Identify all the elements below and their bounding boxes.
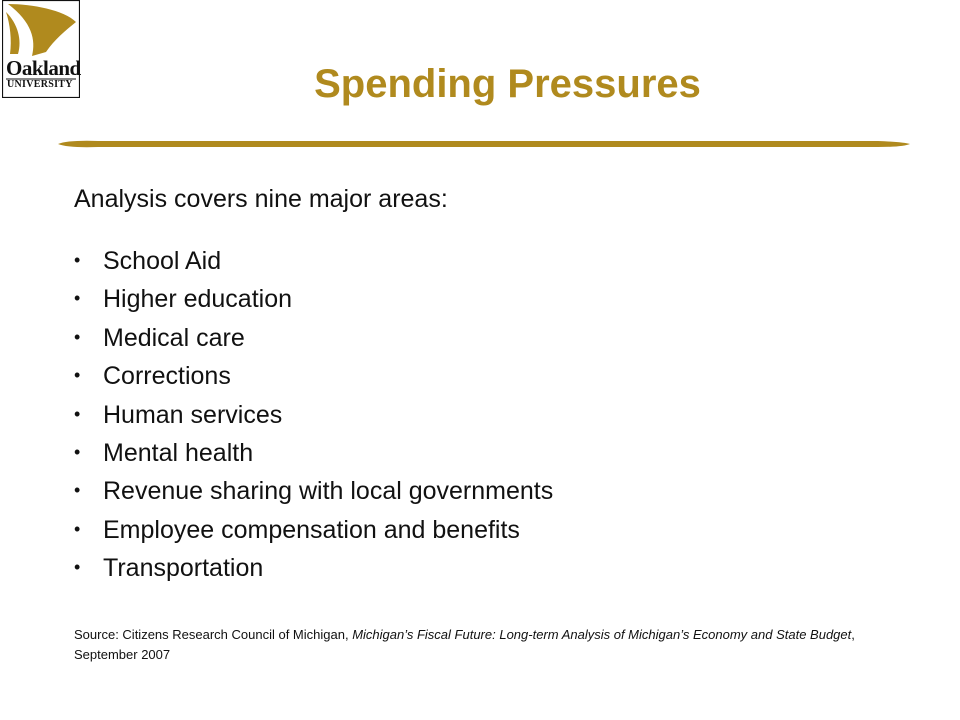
source-publication: Michigan’s Fiscal Future: Long-term Analysis of Michigan’s Economy and State Budget xyxy=(352,627,852,642)
source-suffix: , September 2007 xyxy=(74,627,855,662)
list-item-text: Medical care xyxy=(103,323,245,352)
list-item-text: Employee compensation and benefits xyxy=(103,515,520,544)
logo-name: Oakland xyxy=(6,56,81,80)
list-item xyxy=(74,554,553,592)
logo-subtitle: UNIVERSITY xyxy=(7,79,73,90)
bullet-list xyxy=(74,247,553,593)
list-item-text: Transportation xyxy=(103,554,264,583)
list-item-text: Mental health xyxy=(103,438,254,467)
bullet-icon: • xyxy=(74,365,81,386)
list-item-text: Revenue sharing with local governments xyxy=(103,477,554,506)
source-prefix: Source: Citizens Research Council of Michigan, xyxy=(74,627,353,642)
bullet-icon: • xyxy=(74,557,81,578)
list-item xyxy=(74,439,553,477)
list-item xyxy=(74,285,553,323)
list-item xyxy=(74,477,553,515)
title-underline xyxy=(58,139,910,149)
list-item xyxy=(74,247,553,285)
slide-title: Spending Pressures xyxy=(314,62,701,106)
bullet-icon: • xyxy=(74,326,81,347)
list-item xyxy=(74,362,553,400)
list-item-text: Human services xyxy=(103,400,283,429)
bullet-icon: • xyxy=(74,441,81,462)
bullet-icon: • xyxy=(74,518,81,539)
list-item xyxy=(74,324,553,362)
list-item-text: Higher education xyxy=(103,285,293,314)
list-item-text: Corrections xyxy=(103,362,231,391)
bullet-icon: • xyxy=(74,288,81,309)
list-item xyxy=(74,516,553,554)
intro-text: Analysis covers nine major areas: xyxy=(74,185,448,213)
bullet-icon: • xyxy=(74,250,81,270)
list-item xyxy=(74,401,553,439)
source-citation xyxy=(74,625,894,665)
bullet-icon: • xyxy=(74,403,81,424)
list-item-text: School Aid xyxy=(103,247,222,275)
bullet-icon: • xyxy=(74,480,81,501)
